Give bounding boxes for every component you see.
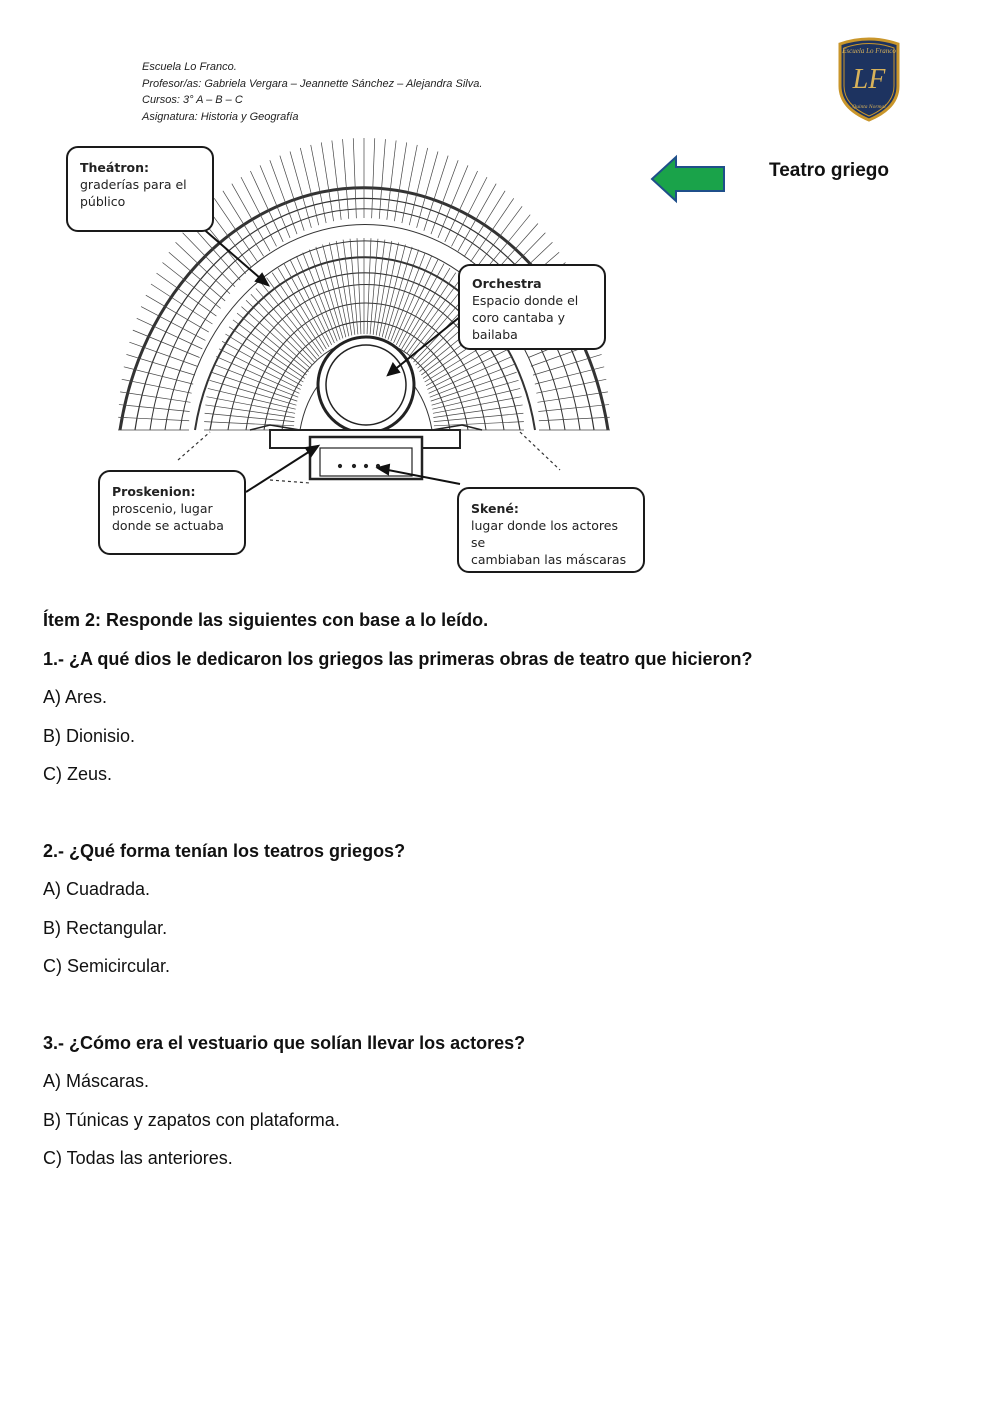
- question-2-option-a[interactable]: A) Cuadrada.: [43, 879, 151, 899]
- diagram-title: Teatro griego: [769, 160, 889, 181]
- callout-skene: [457, 487, 645, 573]
- callout-skene-line-1: lugar donde los actores se: [471, 518, 618, 550]
- callout-proskenion-line-1: proscenio, lugar: [112, 501, 213, 516]
- subject-line: Asignatura: Historia y Geografía: [142, 110, 299, 123]
- quiz-section: [43, 609, 963, 1186]
- document-header: [142, 59, 482, 125]
- question-2-option-b[interactable]: B) Rectangular.: [43, 917, 168, 938]
- question-2-option-c[interactable]: C) Semicircular.: [43, 956, 171, 976]
- question-1-option-a[interactable]: A) Ares.: [43, 687, 108, 707]
- question-3-option-a[interactable]: A) Máscaras.: [43, 1071, 150, 1091]
- callout-proskenion-title: Proskenion:: [112, 484, 196, 499]
- callout-theatron-line-2: público: [80, 194, 126, 209]
- callout-orchestra-line-2: coro cantaba y: [472, 310, 565, 325]
- callout-theatron-title: Theátron:: [80, 160, 149, 175]
- callout-skene-line-2: cambiaban las máscaras: [471, 552, 627, 567]
- stage-structure: [250, 425, 482, 479]
- question-1: 1.- ¿A qué dios le dedicaron los griegos las primeras obras de teatro que hicieron?: [43, 648, 753, 669]
- question-1-option-c[interactable]: C) Zeus.: [43, 764, 113, 784]
- svg-text:Quinta Normal: Quinta Normal: [852, 104, 886, 110]
- courses-line: Cursos: 3° A – B – C: [142, 94, 243, 106]
- teachers-line: Profesor/as: Gabriela Vergara – Jeannette Sánchez – Alejandra Silva.: [142, 77, 483, 90]
- callout-skene-title: Skené:: [471, 501, 519, 516]
- question-2: 2.- ¿Qué forma tenían los teatros griegos?: [43, 840, 406, 861]
- callout-proskenion: [98, 470, 246, 555]
- callout-proskenion-line-2: donde se actuaba: [112, 518, 224, 533]
- svg-text:LF: LF: [852, 64, 886, 95]
- callout-orchestra-line-3: bailaba: [472, 327, 518, 342]
- school-name: Escuela Lo Franco.: [142, 61, 237, 73]
- school-logo-icon: [834, 36, 904, 122]
- question-3: 3.- ¿Cómo era el vestuario que solían llevar los actores?: [43, 1032, 526, 1053]
- callout-theatron-line-1: graderías para el: [80, 177, 187, 192]
- callout-orchestra: [458, 264, 606, 350]
- callout-theatron: [66, 146, 214, 232]
- callout-orchestra-line-1: Espacio donde el: [472, 293, 579, 308]
- callout-orchestra-title: Orchestra: [472, 276, 542, 291]
- svg-text:Escuela Lo Franco: Escuela Lo Franco: [842, 47, 896, 55]
- green-arrow-left-icon: [648, 154, 728, 204]
- question-3-option-c[interactable]: C) Todas las anteriores.: [43, 1148, 233, 1168]
- question-1-option-b[interactable]: B) Dionisio.: [43, 725, 136, 746]
- item-title: Ítem 2: Responde las siguientes con base a lo leído.: [43, 610, 489, 630]
- question-3-option-b[interactable]: B) Túnicas y zapatos con plataforma.: [43, 1109, 340, 1130]
